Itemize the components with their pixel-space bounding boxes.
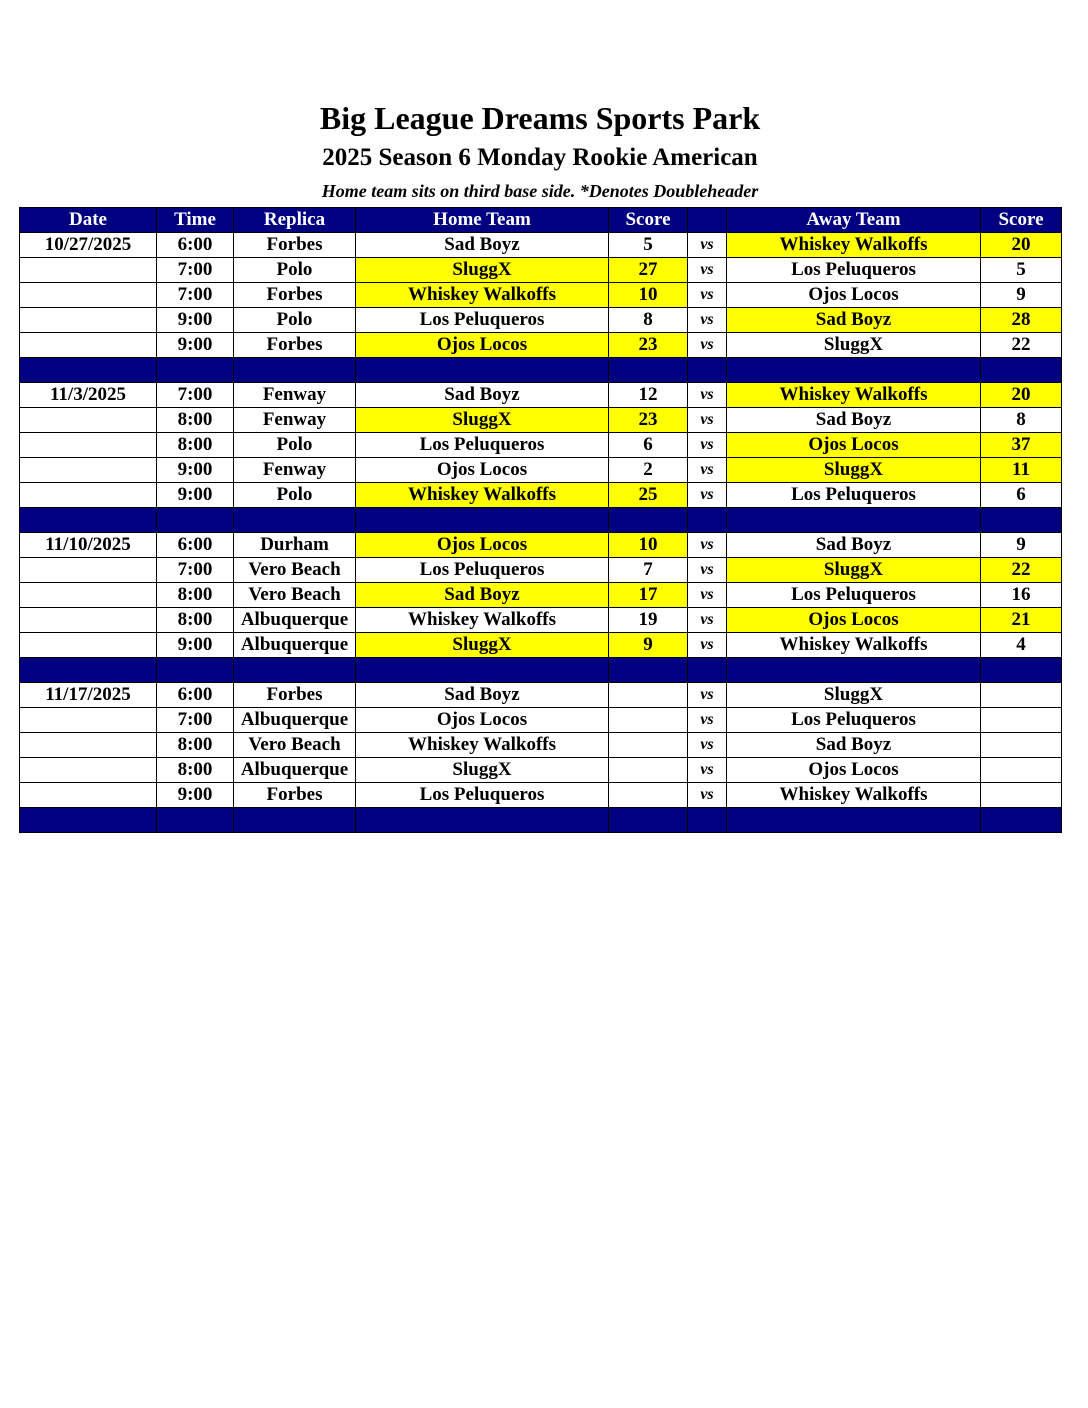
table-row [20, 233, 1062, 258]
time-cell: 8:00 [157, 758, 234, 783]
date-cell [20, 733, 157, 758]
column-header-away-score: Score [981, 208, 1062, 233]
separator-cell [20, 508, 157, 533]
replica-cell: Durham [234, 533, 356, 558]
away-team-cell: SluggX [727, 458, 981, 483]
separator-cell [234, 658, 356, 683]
separator-cell [20, 358, 157, 383]
table-row [20, 733, 1062, 758]
schedule-table [19, 207, 1062, 833]
home-team-cell: SluggX [356, 258, 609, 283]
time-cell: 9:00 [157, 308, 234, 333]
date-cell: 11/3/2025 [20, 383, 157, 408]
page-title: Big League Dreams Sports Park [319, 100, 761, 136]
away-team-cell: Ojos Locos [727, 283, 981, 308]
home-team-cell: Los Peluqueros [356, 783, 609, 808]
home-score-cell: 23 [609, 408, 688, 433]
away-team-cell: SluggX [727, 333, 981, 358]
vs-cell: vs [688, 383, 727, 408]
vs-cell: vs [688, 758, 727, 783]
separator-cell [356, 658, 609, 683]
date-cell [20, 333, 157, 358]
vs-cell: vs [688, 483, 727, 508]
page-subtitle: 2025 Season 6 Monday Rookie American [322, 144, 758, 171]
table-row [20, 533, 1062, 558]
time-cell: 7:00 [157, 383, 234, 408]
home-score-cell: 5 [609, 233, 688, 258]
away-score-cell: 22 [981, 558, 1062, 583]
time-cell: 7:00 [157, 708, 234, 733]
date-cell [20, 783, 157, 808]
vs-cell: vs [688, 408, 727, 433]
home-score-cell [609, 683, 688, 708]
vs-cell: vs [688, 633, 727, 658]
away-team-cell: Sad Boyz [727, 408, 981, 433]
away-score-cell: 8 [981, 408, 1062, 433]
home-team-cell: Whiskey Walkoffs [356, 283, 609, 308]
separator-cell [981, 658, 1062, 683]
table-row [20, 583, 1062, 608]
schedule-body [20, 233, 1062, 833]
home-score-cell [609, 733, 688, 758]
replica-cell: Fenway [234, 383, 356, 408]
replica-cell: Albuquerque [234, 708, 356, 733]
home-team-cell: SluggX [356, 758, 609, 783]
replica-cell: Vero Beach [234, 583, 356, 608]
away-team-cell: Whiskey Walkoffs [727, 783, 981, 808]
home-score-cell [609, 758, 688, 783]
home-team-cell: Whiskey Walkoffs [356, 483, 609, 508]
separator-cell [688, 358, 727, 383]
away-score-cell: 28 [981, 308, 1062, 333]
time-cell: 7:00 [157, 258, 234, 283]
vs-cell: vs [688, 308, 727, 333]
separator-cell [609, 358, 688, 383]
home-team-cell: Whiskey Walkoffs [356, 608, 609, 633]
away-score-cell: 4 [981, 633, 1062, 658]
week-separator-row [20, 358, 1062, 383]
time-cell: 6:00 [157, 233, 234, 258]
replica-cell: Vero Beach [234, 558, 356, 583]
column-header-away-team: Away Team [727, 208, 981, 233]
replica-cell: Forbes [234, 683, 356, 708]
date-cell: 10/27/2025 [20, 233, 157, 258]
home-team-cell: Sad Boyz [356, 683, 609, 708]
time-cell: 9:00 [157, 633, 234, 658]
vs-cell: vs [688, 333, 727, 358]
home-score-cell: 10 [609, 283, 688, 308]
date-cell: 11/17/2025 [20, 683, 157, 708]
away-team-cell: Los Peluqueros [727, 483, 981, 508]
away-score-cell: 16 [981, 583, 1062, 608]
home-score-cell: 23 [609, 333, 688, 358]
away-score-cell [981, 683, 1062, 708]
replica-cell: Albuquerque [234, 758, 356, 783]
home-score-cell: 9 [609, 633, 688, 658]
table-row [20, 308, 1062, 333]
separator-cell [609, 658, 688, 683]
table-row [20, 433, 1062, 458]
home-team-cell: Ojos Locos [356, 458, 609, 483]
away-score-cell: 11 [981, 458, 1062, 483]
table-row [20, 333, 1062, 358]
away-score-cell [981, 708, 1062, 733]
date-cell [20, 258, 157, 283]
vs-cell: vs [688, 258, 727, 283]
separator-cell [981, 808, 1062, 833]
time-cell: 8:00 [157, 583, 234, 608]
vs-cell: vs [688, 583, 727, 608]
vs-cell: vs [688, 433, 727, 458]
away-score-cell [981, 783, 1062, 808]
separator-cell [727, 358, 981, 383]
schedule-note: Home team sits on third base side. *Denotes Doubleheader [321, 181, 759, 201]
home-score-cell: 27 [609, 258, 688, 283]
time-cell: 6:00 [157, 683, 234, 708]
vs-cell: vs [688, 558, 727, 583]
table-row [20, 408, 1062, 433]
away-team-cell: Whiskey Walkoffs [727, 633, 981, 658]
home-team-cell: Ojos Locos [356, 533, 609, 558]
away-team-cell: SluggX [727, 683, 981, 708]
column-header-home-score: Score [609, 208, 688, 233]
away-score-cell [981, 758, 1062, 783]
separator-cell [609, 808, 688, 833]
home-score-cell: 6 [609, 433, 688, 458]
date-cell: 11/10/2025 [20, 533, 157, 558]
replica-cell: Polo [234, 308, 356, 333]
away-score-cell: 6 [981, 483, 1062, 508]
away-team-cell: Whiskey Walkoffs [727, 383, 981, 408]
separator-cell [727, 808, 981, 833]
separator-cell [20, 808, 157, 833]
away-score-cell: 20 [981, 383, 1062, 408]
time-cell: 9:00 [157, 483, 234, 508]
away-team-cell: Los Peluqueros [727, 258, 981, 283]
date-cell [20, 558, 157, 583]
date-cell [20, 758, 157, 783]
away-team-cell: Los Peluqueros [727, 708, 981, 733]
home-score-cell: 7 [609, 558, 688, 583]
away-score-cell: 37 [981, 433, 1062, 458]
replica-cell: Forbes [234, 283, 356, 308]
separator-cell [688, 808, 727, 833]
table-row [20, 458, 1062, 483]
replica-cell: Forbes [234, 333, 356, 358]
away-team-cell: Sad Boyz [727, 533, 981, 558]
time-cell: 9:00 [157, 783, 234, 808]
table-row [20, 558, 1062, 583]
replica-cell: Vero Beach [234, 733, 356, 758]
away-score-cell: 9 [981, 283, 1062, 308]
home-score-cell: 19 [609, 608, 688, 633]
date-cell [20, 633, 157, 658]
away-team-cell: Whiskey Walkoffs [727, 233, 981, 258]
home-score-cell: 10 [609, 533, 688, 558]
vs-cell: vs [688, 608, 727, 633]
column-header-replica: Replica [234, 208, 356, 233]
separator-cell [234, 358, 356, 383]
time-cell: 8:00 [157, 433, 234, 458]
table-row [20, 383, 1062, 408]
vs-cell: vs [688, 283, 727, 308]
replica-cell: Polo [234, 433, 356, 458]
separator-cell [981, 508, 1062, 533]
time-cell: 9:00 [157, 333, 234, 358]
table-row [20, 758, 1062, 783]
replica-cell: Fenway [234, 458, 356, 483]
home-team-cell: Sad Boyz [356, 583, 609, 608]
home-score-cell: 8 [609, 308, 688, 333]
time-cell: 7:00 [157, 283, 234, 308]
home-score-cell [609, 708, 688, 733]
away-score-cell: 9 [981, 533, 1062, 558]
time-cell: 9:00 [157, 458, 234, 483]
vs-cell: vs [688, 233, 727, 258]
separator-cell [356, 358, 609, 383]
separator-cell [356, 808, 609, 833]
vs-cell: vs [688, 733, 727, 758]
home-score-cell: 12 [609, 383, 688, 408]
home-team-cell: SluggX [356, 633, 609, 658]
replica-cell: Polo [234, 258, 356, 283]
replica-cell: Polo [234, 483, 356, 508]
home-team-cell: Ojos Locos [356, 333, 609, 358]
table-row [20, 483, 1062, 508]
home-team-cell: Ojos Locos [356, 708, 609, 733]
home-team-cell: SluggX [356, 408, 609, 433]
date-cell [20, 308, 157, 333]
separator-cell [727, 508, 981, 533]
column-header-vs [688, 208, 727, 233]
home-score-cell: 2 [609, 458, 688, 483]
separator-cell [981, 358, 1062, 383]
vs-cell: vs [688, 458, 727, 483]
date-cell [20, 608, 157, 633]
separator-cell [688, 658, 727, 683]
replica-cell: Fenway [234, 408, 356, 433]
separator-cell [609, 508, 688, 533]
date-cell [20, 433, 157, 458]
away-score-cell: 5 [981, 258, 1062, 283]
away-team-cell: Ojos Locos [727, 758, 981, 783]
replica-cell: Forbes [234, 783, 356, 808]
week-separator-row [20, 658, 1062, 683]
away-team-cell: SluggX [727, 558, 981, 583]
vs-cell: vs [688, 783, 727, 808]
week-separator-row [20, 508, 1062, 533]
date-cell [20, 283, 157, 308]
away-team-cell: Los Peluqueros [727, 583, 981, 608]
date-cell [20, 408, 157, 433]
home-team-cell: Sad Boyz [356, 383, 609, 408]
separator-cell [234, 808, 356, 833]
date-cell [20, 583, 157, 608]
separator-cell [356, 508, 609, 533]
separator-cell [157, 808, 234, 833]
vs-cell: vs [688, 533, 727, 558]
table-row [20, 708, 1062, 733]
away-team-cell: Ojos Locos [727, 608, 981, 633]
away-team-cell: Sad Boyz [727, 733, 981, 758]
away-score-cell: 22 [981, 333, 1062, 358]
table-row [20, 633, 1062, 658]
home-team-cell: Whiskey Walkoffs [356, 733, 609, 758]
separator-cell [688, 508, 727, 533]
table-row [20, 783, 1062, 808]
date-cell [20, 458, 157, 483]
separator-cell [234, 508, 356, 533]
table-header-row [20, 208, 1062, 233]
time-cell: 7:00 [157, 558, 234, 583]
table-row [20, 608, 1062, 633]
home-team-cell: Los Peluqueros [356, 308, 609, 333]
replica-cell: Albuquerque [234, 608, 356, 633]
away-score-cell [981, 733, 1062, 758]
table-row [20, 683, 1062, 708]
column-header-time: Time [157, 208, 234, 233]
away-score-cell: 20 [981, 233, 1062, 258]
time-cell: 6:00 [157, 533, 234, 558]
separator-cell [157, 658, 234, 683]
separator-cell [157, 358, 234, 383]
home-score-cell: 17 [609, 583, 688, 608]
time-cell: 8:00 [157, 608, 234, 633]
home-team-cell: Los Peluqueros [356, 433, 609, 458]
column-header-home-team: Home Team [356, 208, 609, 233]
time-cell: 8:00 [157, 408, 234, 433]
week-separator-row [20, 808, 1062, 833]
separator-cell [727, 658, 981, 683]
away-score-cell: 21 [981, 608, 1062, 633]
date-cell [20, 708, 157, 733]
vs-cell: vs [688, 683, 727, 708]
replica-cell: Forbes [234, 233, 356, 258]
home-team-cell: Los Peluqueros [356, 558, 609, 583]
table-row [20, 258, 1062, 283]
table-row [20, 283, 1062, 308]
replica-cell: Albuquerque [234, 633, 356, 658]
home-score-cell: 25 [609, 483, 688, 508]
home-score-cell [609, 783, 688, 808]
home-team-cell: Sad Boyz [356, 233, 609, 258]
time-cell: 8:00 [157, 733, 234, 758]
date-cell [20, 483, 157, 508]
column-header-date: Date [20, 208, 157, 233]
away-team-cell: Sad Boyz [727, 308, 981, 333]
vs-cell: vs [688, 708, 727, 733]
separator-cell [20, 658, 157, 683]
away-team-cell: Ojos Locos [727, 433, 981, 458]
separator-cell [157, 508, 234, 533]
